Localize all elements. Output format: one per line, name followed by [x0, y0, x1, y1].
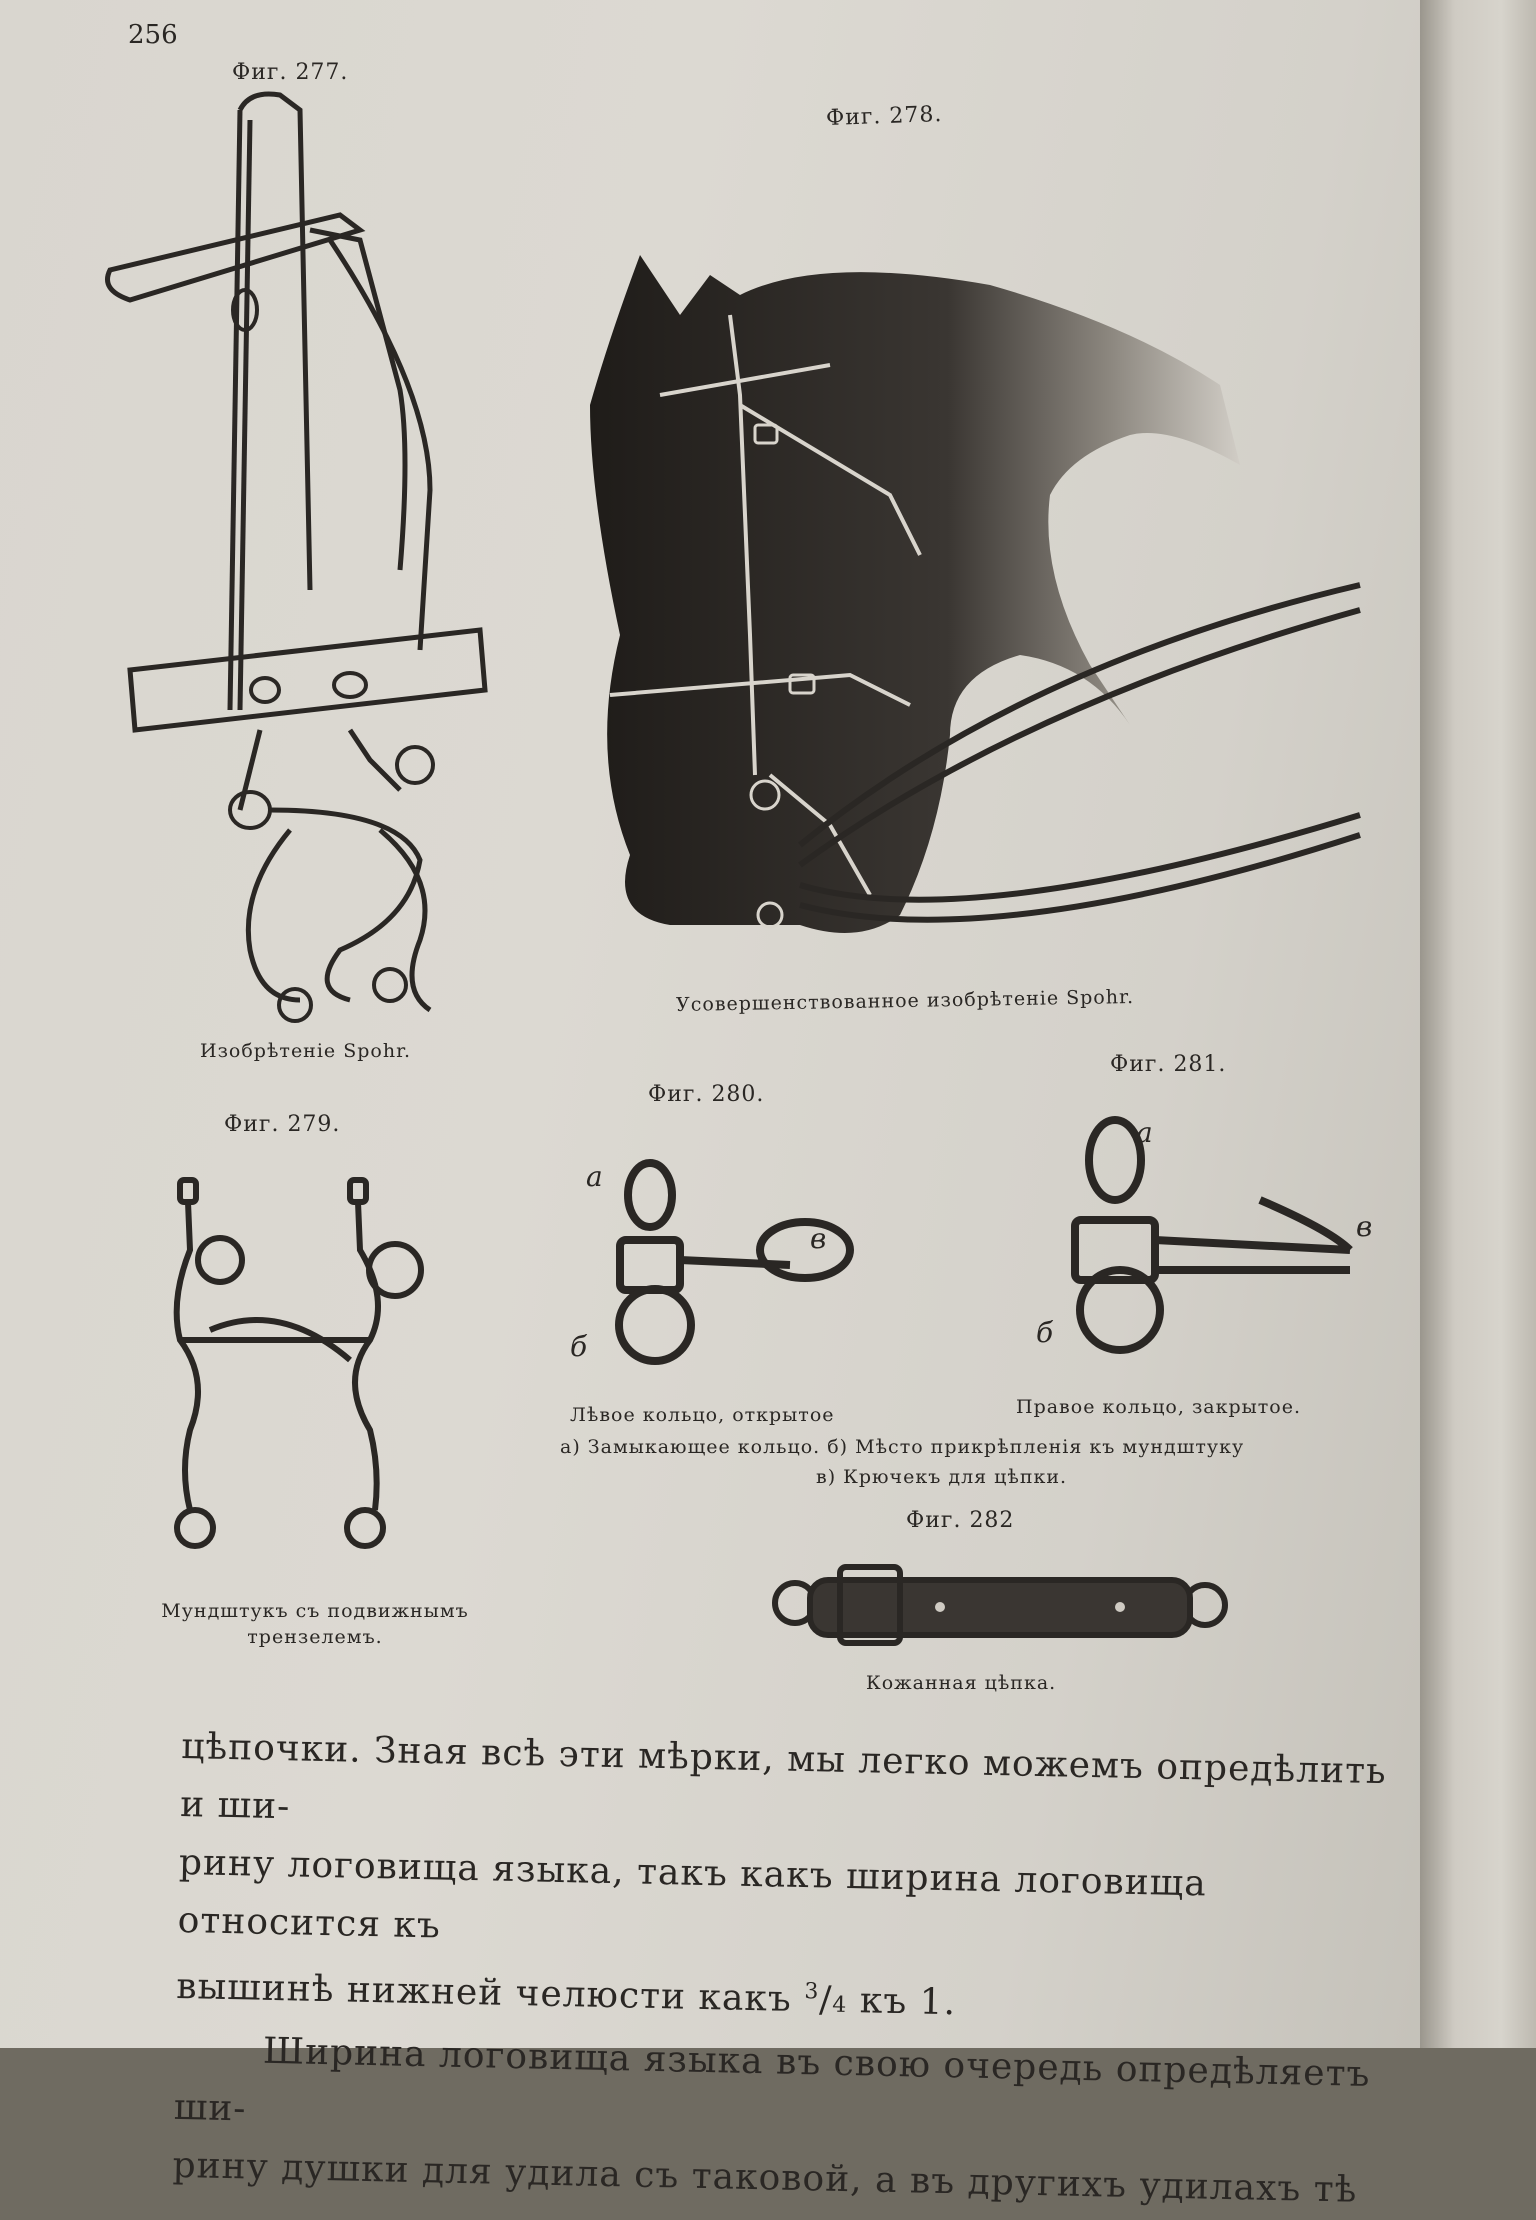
fig-280-letter-b: б	[570, 1330, 588, 1363]
fig-281-right-ring-illustration	[1060, 1110, 1360, 1370]
fig-280-left-ring-illustration	[600, 1150, 860, 1390]
body-paragraph-2-line-1: Ширина логовища языка въ свою очередь опредѣляетъ ши-	[173, 2030, 1371, 2130]
rings-legend-line1: а) Замыкающее кольцо. б) Мѣсто прикрѣпленія къ мундштуку	[560, 1436, 1245, 1458]
fig-280-label: Фиг. 280.	[648, 1082, 765, 1107]
body-paragraph-1-line-3: вышинѣ нижней челюсти какъ $^3$/4 къ 1.	[175, 1965, 957, 2024]
fig-281-letter-a: а	[1136, 1116, 1153, 1149]
fig-277-bridle-illustration	[100, 90, 510, 1050]
fig-278-label: Фиг. 278.	[825, 101, 943, 132]
fig-282-label: Фиг. 282	[906, 1508, 1015, 1533]
fig-279-caption-line2: трензелемъ.	[247, 1626, 383, 1648]
page-number: 256	[128, 20, 178, 50]
fraction-denominator: 4	[832, 1992, 848, 2018]
body-paragraph-1-line-2: рину логовища языка, такъ какъ ширина логовища относится къ	[177, 1841, 1208, 1947]
fraction-numerator: 3	[804, 1979, 820, 2005]
fig-281-letter-b: б	[1036, 1316, 1054, 1349]
rings-legend-line2: в) Крючекъ для цѣпки.	[816, 1466, 1068, 1488]
body-text	[172, 1718, 1402, 2220]
fig-282-caption: Кожанная цѣпка.	[866, 1672, 1057, 1694]
book-gutter	[1420, 0, 1536, 2048]
fig-281-caption: Правое кольцо, закрытое.	[1016, 1396, 1302, 1418]
fig-280-letter-a: а	[586, 1160, 603, 1193]
fig-279-label: Фиг. 279.	[224, 1112, 341, 1137]
fig-277-caption: Изобрѣтеніе Spohr.	[200, 1040, 412, 1062]
body-line-3-end: къ 1.	[846, 1980, 957, 2024]
fig-278-horse-head-illustration	[570, 235, 1360, 955]
fig-278-caption: Усовершенствованное изобрѣтеніе Spohr.	[675, 986, 1135, 1016]
fig-279-caption-line1: Мундштукъ съ подвижнымъ	[161, 1600, 469, 1622]
fig-281-label: Фиг. 281.	[1110, 1052, 1227, 1077]
fig-279-curb-bit-illustration	[150, 1170, 450, 1570]
body-paragraph-2-line-2: рину душки для удила съ таковой, а въ другихъ удилахъ тѣ	[172, 2144, 1358, 2211]
fig-280-letter-v: в	[810, 1222, 827, 1255]
fig-281-letter-v: в	[1356, 1210, 1373, 1243]
fig-277-label: Фиг. 277.	[232, 60, 349, 85]
body-paragraph-1-line-1: цѣпочки. Зная всѣ эти мѣрки, мы легко можемъ опредѣлить и ши-	[179, 1725, 1388, 1828]
body-line-3-start: вышинѣ нижней челюсти какъ	[175, 1965, 805, 2021]
fig-282-leather-strap-illustration	[770, 1555, 1230, 1655]
fig-280-caption: Лѣвое кольцо, открытое	[570, 1404, 835, 1426]
